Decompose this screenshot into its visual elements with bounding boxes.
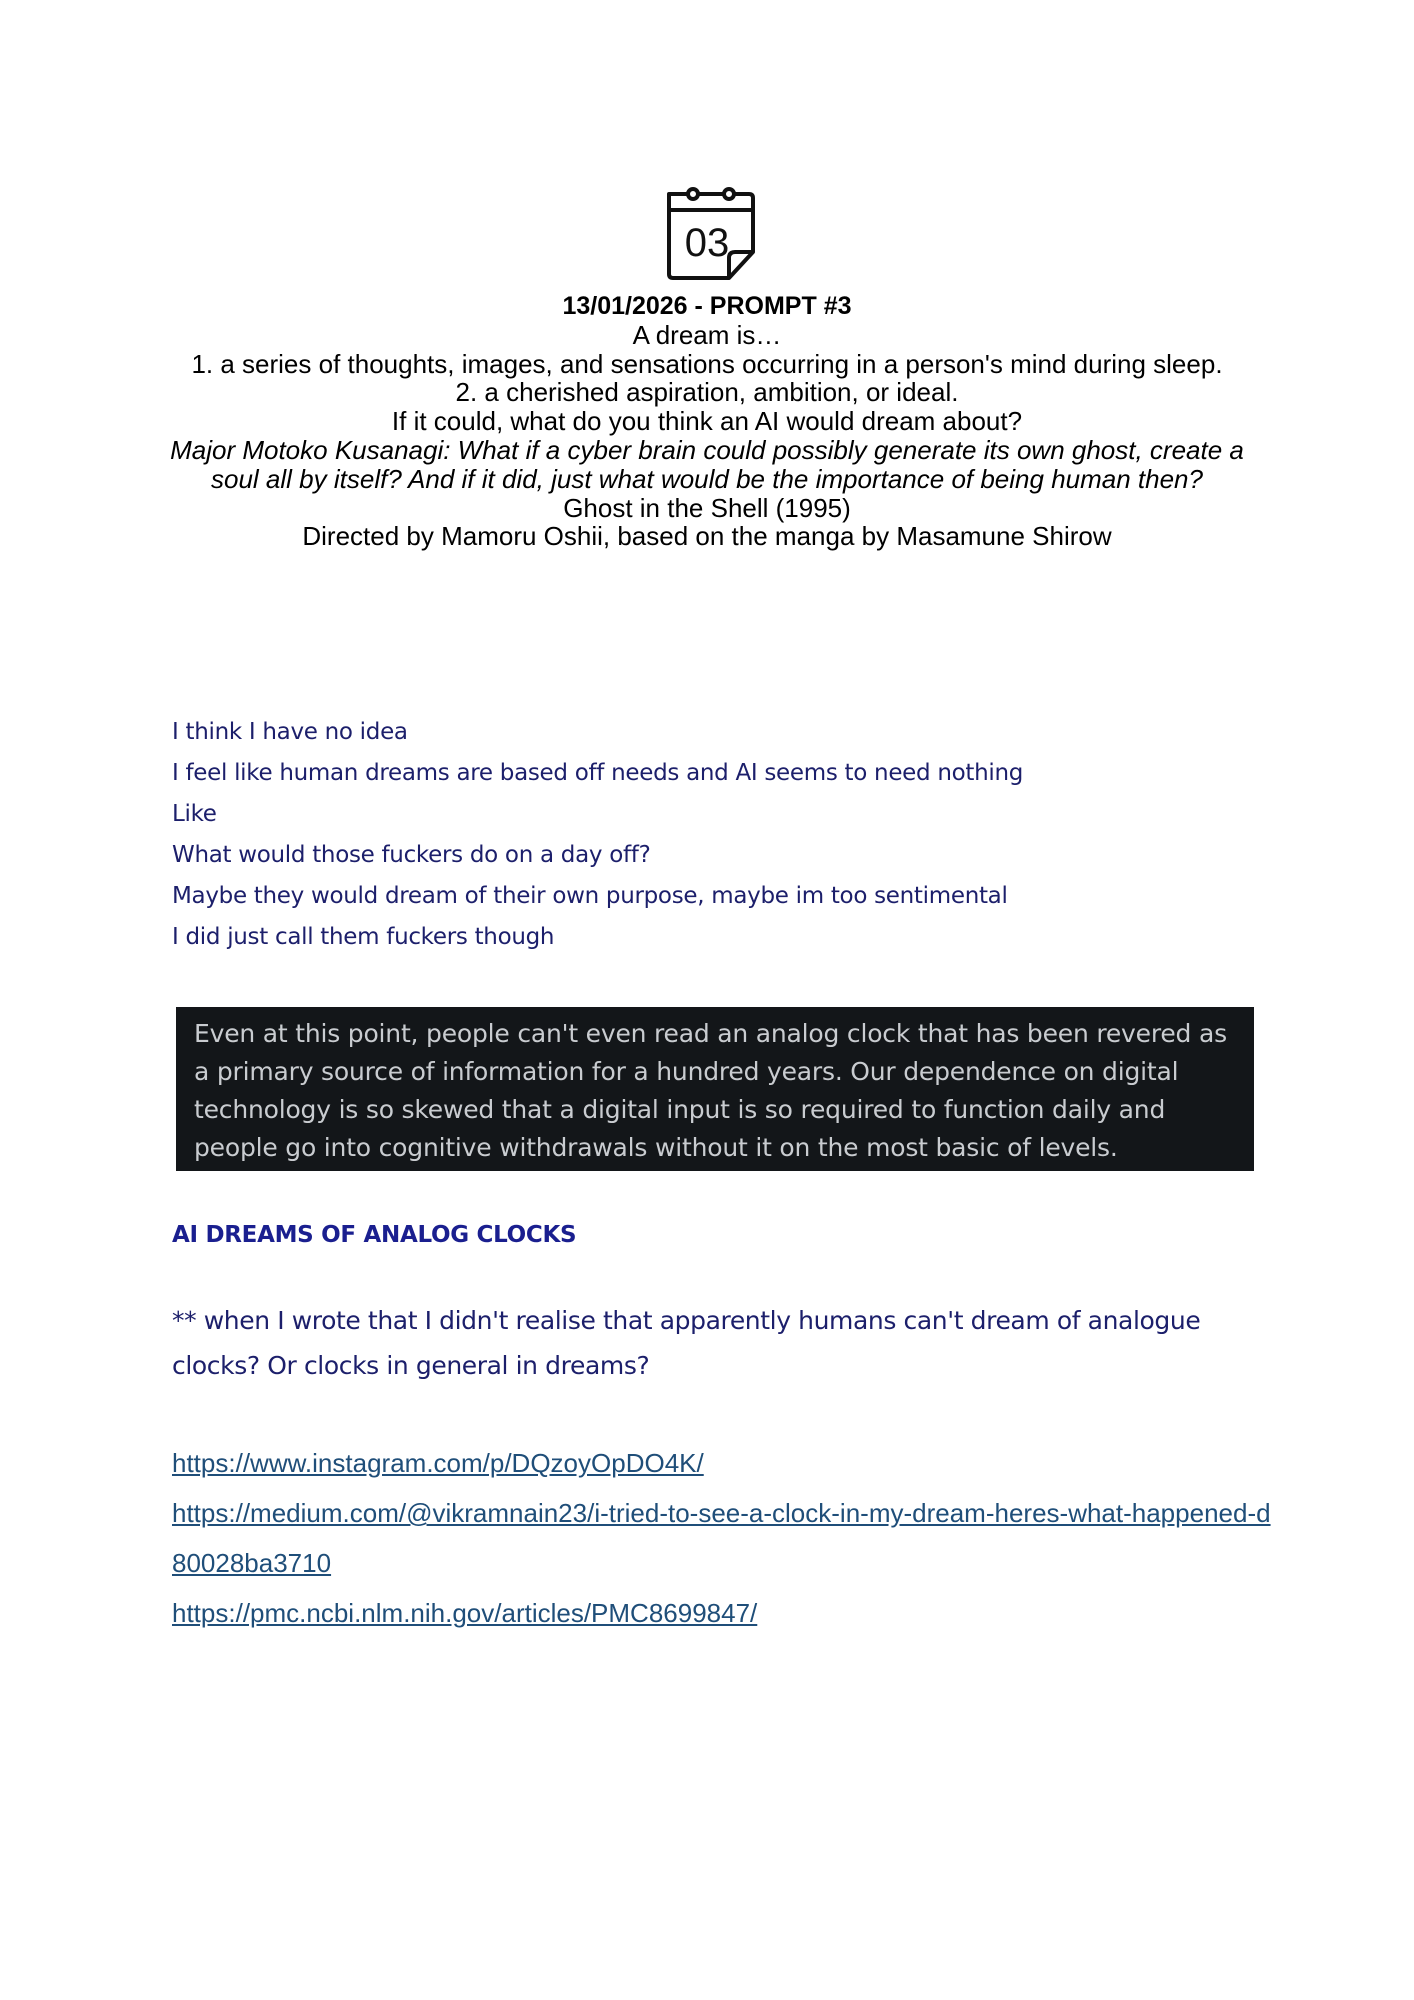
note-line: I think I have no idea [172,719,408,745]
prompt-header [150,292,1264,551]
note-line: I feel like human dreams are based off needs and AI seems to need nothing [172,760,1024,786]
dark-quote-box [176,1007,1254,1171]
calendar-icon [657,180,761,284]
note-line: Like [172,801,217,827]
note-line: I did just call them fuckers though [172,924,555,950]
link-pmc[interactable]: https://pmc.ncbi.nlm.nih.gov/articles/PMC8699847/ [172,1598,758,1628]
followup-note: ** when I wrote that I didn't realise that apparently humans can't dream of analogue clocks? Or clocks in general in dreams? [172,1306,1201,1380]
definition-1: 1. a series of thoughts, images, and sensations occurring in a person's mind during sleep. [191,348,1223,379]
link-instagram[interactable]: https://www.instagram.com/p/DQzoyOpDO4K/ [172,1448,704,1478]
note-line: What would those fuckers do on a day off? [172,842,651,868]
quote-box-text: Even at this point, people can't even read an analog clock that has been revered as a primary source of information for a hundred years. Our dependence on digital technology is so skewed that a digital input is so required to function daily and people go into cognitive withdrawals without it on the most basic of levels. [194,1019,1227,1162]
definition-2: 2. a cherished aspiration, ambition, or ideal. [455,377,959,408]
film-quote: Major Motoko Kusanagi: What if a cyber brain could possibly generate its own ghost, create a soul all by itself? And if it did, just what would be the importance of being human then? [170,434,1244,494]
prompt-title: 13/01/2026 - PROMPT #3 [562,292,852,320]
calendar-number: 03 [684,221,730,265]
section-heading: AI DREAMS OF ANALOG CLOCKS [172,1222,577,1248]
link-medium[interactable]: https://medium.com/@vikramnain23/i-tried-to-see-a-clock-in-my-dream-heres-what-happened-d80028ba3710 [172,1498,1271,1578]
source-title: Ghost in the Shell (1995) [563,492,851,523]
prompt-question: If it could, what do you think an AI would dream about? [391,406,1023,437]
source-credit: Directed by Mamoru Oshii, based on the manga by Masamune Shirow [302,521,1112,552]
handwritten-notes [172,712,1272,958]
definition-intro: A dream is… [632,319,782,350]
reference-links [172,1438,1282,1638]
note-line: Maybe they would dream of their own purpose, maybe im too sentimental [172,883,1008,909]
